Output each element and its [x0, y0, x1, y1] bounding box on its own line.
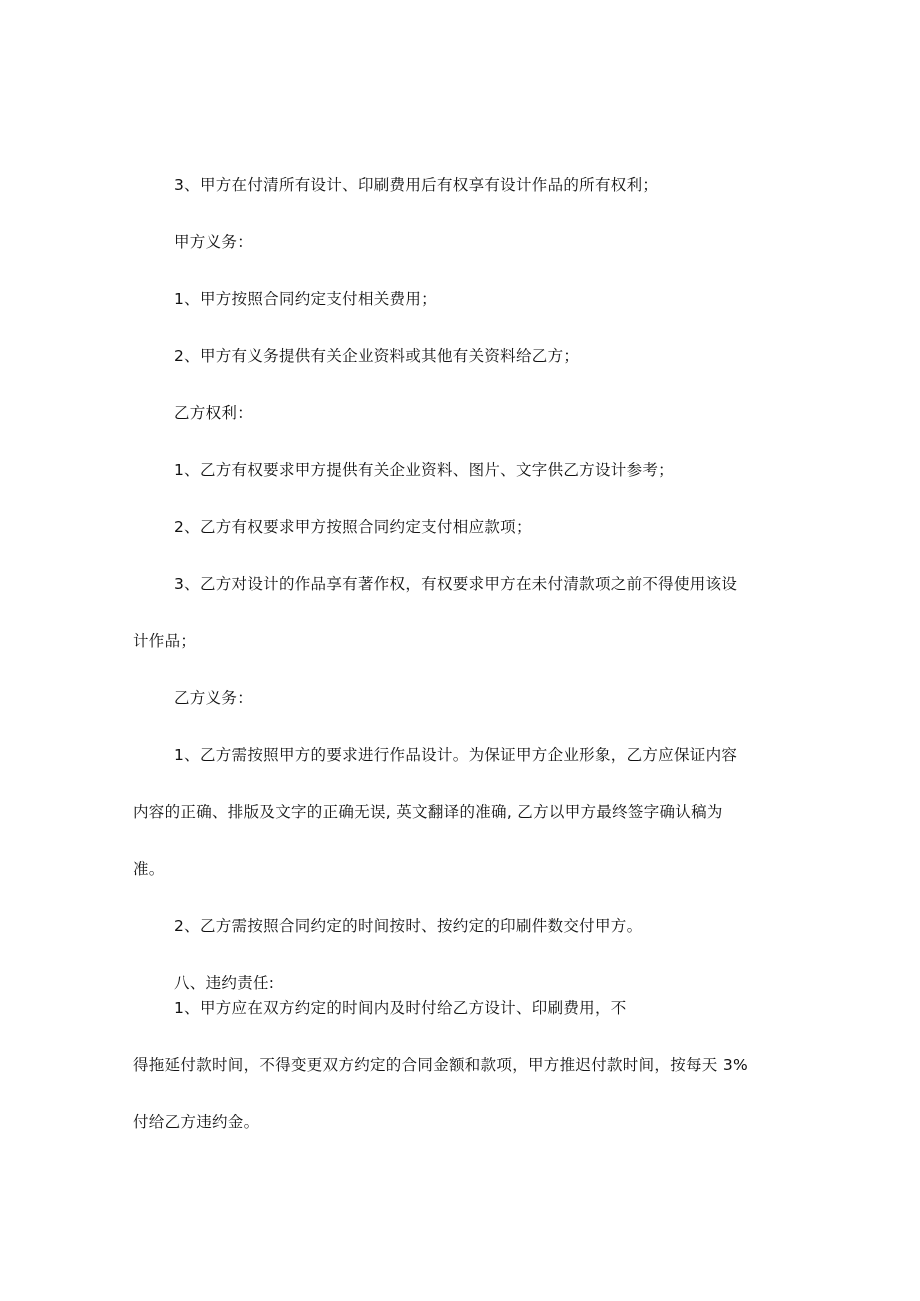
clause-party-b-right-2: 2、乙方有权要求甲方按照合同约定支付相应款项； [174, 518, 532, 536]
clause-breach-1-continued: 得拖延付款时间，不得变更双方约定的合同金额和款项，甲方推迟付款时间，按每天 3% [133, 1056, 749, 1074]
clause-party-b-obligation-2: 2、乙方需按照合同约定的时间按时、按约定的印刷件数交付甲方。 [174, 917, 643, 935]
clause-breach-1: 1、甲方应在双方约定的时间内及时付给乙方设计、印刷费用，不 [174, 999, 627, 1017]
clause-party-b-obligation-1-end: 准。 [133, 860, 165, 878]
clause-party-a-obligation-1: 1、甲方按照合同约定支付相关费用； [174, 290, 437, 308]
clause-party-b-right-3-continued: 计作品； [133, 632, 197, 650]
clause-party-b-right-1: 1、乙方有权要求甲方提供有关企业资料、图片、文字供乙方设计参考； [174, 461, 674, 479]
clause-party-b-obligation-1: 1、乙方需按照甲方的要求进行作品设计。为保证甲方企业形象，乙方应保证内容 [174, 746, 738, 764]
heading-party-b-rights: 乙方权利： [174, 404, 254, 422]
heading-party-b-obligations: 乙方义务： [174, 689, 254, 707]
clause-party-a-obligation-2: 2、甲方有义务提供有关企业资料或其他有关资料给乙方； [174, 347, 580, 365]
clause-party-b-right-3: 3、乙方对设计的作品享有著作权，有权要求甲方在未付清款项之前不得使用该设 [174, 575, 738, 593]
heading-breach-liability: 八、违约责任: [174, 974, 275, 992]
clause-party-b-obligation-1-continued: 内容的正确、排版及文字的正确无误, 英文翻译的准确, 乙方以甲方最终签字确认稿为 [133, 803, 723, 821]
clause-party-a-right-3: 3、甲方在付清所有设计、印刷费用后有权享有设计作品的所有权利； [174, 176, 659, 194]
heading-party-a-obligations: 甲方义务： [174, 233, 254, 251]
clause-breach-1-end: 付给乙方违约金。 [133, 1113, 260, 1131]
